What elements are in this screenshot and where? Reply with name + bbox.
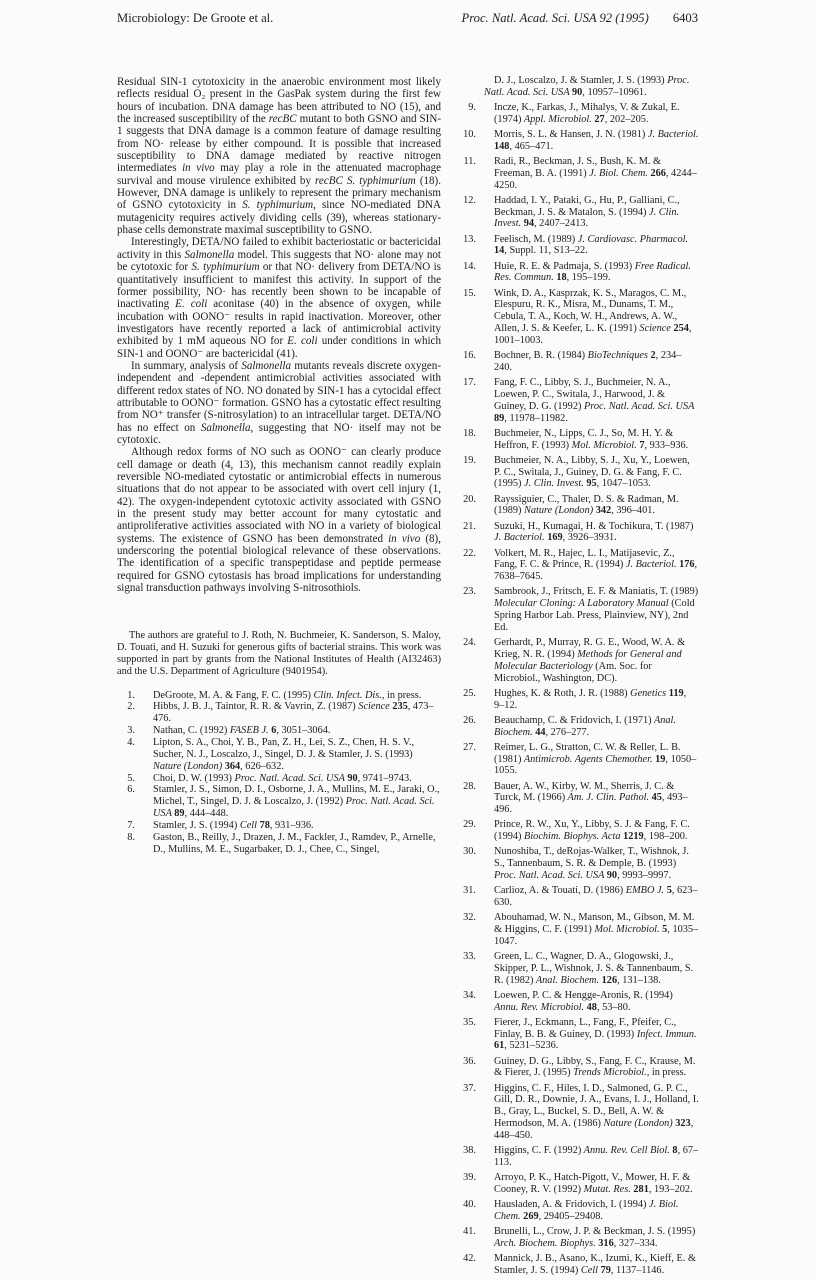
reference-number: 35.	[463, 1016, 476, 1028]
reference-journal: Science	[636, 323, 674, 335]
reference-pages: , 195–199.	[566, 272, 611, 284]
reference-number: 37.	[463, 1082, 476, 1094]
reference-volume: 90	[606, 870, 618, 881]
reference-authors: D. J., Loscalzo, J. & Stamler, J. S. (1993)	[494, 75, 665, 86]
reference-authors: Gaston, B., Reilly, J., Drazen, J. M., Fackler, J., Ramdev, P., Arnelle, D., Mullins, M. E., Sugarbaker, D. J., Chee, C., Singel,	[153, 831, 436, 855]
reference-journal: Appl. Microbiol.	[521, 113, 595, 125]
reference-authors: Prince, R. W., Xu, Y., Libby, S. J. & Fang, F. C. (1994)	[494, 819, 690, 843]
reference-number: 38.	[463, 1145, 476, 1157]
reference-authors: Fang, F. C., Libby, S. J., Buchmeier, N. A., Loewen, P. C., Switala, J., Harwood, J. & Guiney, D. G. (1992)	[494, 377, 671, 412]
reference-journal: Infect. Immun.	[634, 1028, 697, 1040]
acknowledgment: The authors are grateful to J. Roth, N. Buchmeier, K. Sanderson, S. Maloy, D. Touati, and H. Suzuki for generous gifts of bacterial strains. This work was supported in part by grants from the National Institutes of Health (AI32463) and the U.S. Department of Agriculture (9401954).	[117, 630, 441, 677]
reference-authors: Reimer, L. G., Stratton, C. W. & Reller, L. B. (1981)	[494, 741, 681, 765]
reference-item	[117, 737, 441, 773]
reference-pages: , 29405–29408.	[538, 1210, 603, 1222]
reference-pages: , 1137–1146.	[610, 1264, 665, 1276]
reference-item	[458, 1017, 699, 1053]
reference-number: 27.	[463, 741, 476, 753]
reference-number: 25.	[463, 687, 476, 699]
reference-pages: , 9–12.	[494, 687, 687, 711]
reference-pages: , 327–334.	[613, 1237, 658, 1249]
reference-pages: , 623–630.	[494, 885, 698, 908]
reference-volume: 61	[494, 1040, 505, 1052]
reference-journal: Am. J. Clin. Pathol.	[565, 792, 652, 804]
reference-volume: 79	[600, 1264, 611, 1276]
reference-pages: , 448–450.	[494, 1118, 694, 1141]
reference-journal: J. Clin. Invest.	[494, 206, 680, 230]
reference-authors: Mannick, J. B., Asano, K., Izumi, K., Kieff, E. & Stamler, J. S. (1994)	[494, 1253, 697, 1276]
reference-journal: Genetics	[627, 687, 669, 699]
reference-authors: Higgins, C. F., Hiles, I. D., Salmoned, G. P. C., Gill, D. R., Downie, J. A., Evans, I. J., Holland, I. B., Gray, L., Buckel, S. D., Bell, A. W. & Hermodson, M. A. (1986)	[494, 1082, 699, 1130]
reference-journal: EMBO J.	[623, 885, 667, 897]
reference-journal: J. Clin. Invest.	[521, 478, 587, 490]
reference-volume: 8	[672, 1145, 678, 1157]
reference-authors: Morris, S. L. & Hansen, J. N. (1981)	[494, 128, 646, 140]
reference-volume: 27	[594, 113, 605, 125]
reference-item	[458, 548, 699, 584]
reference-authors: Lipton, S. A., Choi, Y. B., Pan, Z. H., Lei, S. Z., Chen, H. S. V., Sucher, N. J., Loscalzo, J., Singel, D. J. & Stamler, J. S. (1993)	[153, 737, 415, 760]
reference-item	[117, 690, 441, 702]
reference-volume: 48	[586, 1001, 597, 1013]
reference-number: 34.	[463, 989, 476, 1001]
reference-authors: Fierer, J., Eckmann, L., Fang, F., Pfeifer, C., Finlay, B. B. & Guiney, D. (1993)	[494, 1016, 677, 1040]
reference-pages: , in press.	[646, 1067, 687, 1079]
reference-number: 15.	[463, 287, 476, 299]
reference-pages: , 198–200.	[643, 831, 688, 843]
reference-authors: Sambrook, J., Fritsch, E. F. & Maniatis, T. (1989)	[494, 586, 699, 598]
reference-volume: 5	[662, 923, 668, 935]
reference-item	[458, 846, 699, 882]
reference-authors: Stamler, J. S., Simon, D. I., Osborne, J. A., Mullins, M. E., Jaraki, O., Michel, T., Singel, D. J. & Loscalzo, J. (1992)	[153, 784, 440, 808]
reference-pages: , 202–205.	[604, 113, 649, 125]
reference-volume: 90	[572, 86, 583, 98]
reference-pages: , 3926–3931.	[562, 532, 617, 544]
reference-number: 8.	[127, 831, 135, 843]
reference-pages: , 396–401.	[611, 505, 655, 517]
reference-journal: Annu. Rev. Microbiol.	[494, 1001, 587, 1013]
reference-item	[117, 725, 441, 737]
reference-list-left	[117, 690, 441, 856]
reference-authors: Wink, D. A., Kasprzak, K. S., Maragos, C. M., Elespuru, R. K., Misra, M., Dunams, T. M., Cebula, T. A., Koch, W. H., Andrews, A. W., Allen, J. S. & Keefer, L. K. (1991)	[494, 287, 687, 335]
reference-authors: Hausladen, A. & Fridovich, I. (1994)	[494, 1199, 647, 1211]
reference-number: 4.	[127, 737, 135, 748]
reference-volume: 342	[595, 505, 612, 517]
reference-journal: J. Biol. Chem.	[586, 167, 651, 179]
reference-item	[458, 75, 699, 99]
reference-number: 6.	[127, 784, 135, 796]
reference-number: 14.	[463, 260, 476, 272]
reference-volume: 254	[673, 323, 689, 335]
reference-item	[458, 819, 699, 843]
reference-journal: Mutat. Res.	[581, 1183, 634, 1195]
reference-volume: 18	[556, 272, 567, 284]
reference-authors: Rayssiguier, C., Thaler, D. S. & Radman, M. (1989)	[494, 493, 679, 517]
reference-item	[458, 261, 699, 285]
reference-item	[458, 1226, 699, 1250]
body-paragraph-3: In summary, analysis of Salmonella mutants reveals discrete oxygen-independent and -dependent antimicrobial activities associated with different redox states of NO. NO donated by SIN-1 has a cytocidal effect attributable to OONO⁻ formation. GSNO has a cytostatic effect resulting from NO⁺ transfer (S-nitrosylation) to an intracellular target. DETA/NO has no effect on Salmonella, suggesting that NO· itself may not be cytotoxic.	[117, 359, 441, 446]
reference-journal: Arch. Biochem. Biophys.	[494, 1237, 599, 1249]
reference-journal: Mol. Microbiol.	[591, 923, 663, 935]
reference-pages: , 9741–9743.	[357, 772, 412, 784]
reference-pages: , 931–936.	[269, 819, 314, 831]
reference-number: 32.	[463, 912, 476, 924]
reference-pages: , 1050–1055.	[494, 753, 697, 777]
reference-authors: Gerhardt, P., Murray, R. G. E., Wood, W. A. & Krieg, N. R. (1994)	[494, 637, 686, 660]
reference-pages: , 1035–1047.	[494, 923, 699, 947]
reference-journal: Proc. Natl. Acad. Sci. USA	[484, 75, 690, 98]
reference-journal: Proc. Natl. Acad. Sci. USA	[581, 400, 695, 412]
reference-authors: Brunelli, L., Crow, J. P. & Beckman, J. S. (1995)	[494, 1226, 696, 1238]
reference-journal: J. Biol. Chem.	[494, 1199, 679, 1222]
reference-number: 1.	[127, 689, 135, 701]
reference-item	[458, 494, 699, 518]
header-section-title: Microbiology: De Groote et al.	[117, 11, 274, 25]
reference-item	[458, 350, 699, 374]
reference-number: 11.	[463, 155, 476, 167]
reference-journal: Trends Microbiol.	[570, 1067, 647, 1079]
reference-number: 9.	[468, 101, 476, 113]
reference-item	[458, 195, 699, 231]
reference-authors: Higgins, C. F. (1992)	[494, 1145, 582, 1157]
reference-number: 33.	[463, 950, 476, 962]
reference-authors: Buchmeier, N. A., Libby, S. J., Xu, Y., Loewen, P. C., Switala, J., Guiney, D. G. & Fang, F. C. (1995)	[494, 454, 690, 490]
reference-item	[117, 773, 441, 785]
reference-authors: Nathan, C. (1992)	[153, 725, 228, 737]
reference-journal: Annu. Rev. Cell Biol.	[581, 1145, 673, 1157]
reference-item	[458, 637, 699, 684]
reference-number: 20.	[463, 493, 476, 505]
reference-volume: 1219	[623, 831, 644, 843]
reference-item	[458, 102, 699, 126]
reference-authors: Suzuki, H., Kumagai, H. & Tochikura, T. (1987)	[494, 520, 694, 532]
page-number: 6403	[672, 11, 698, 25]
reference-journal: Mol. Microbiol.	[569, 439, 640, 451]
reference-number: 18.	[463, 427, 476, 439]
reference-pages: , 1001–1003.	[494, 323, 692, 346]
reference-number: 36.	[463, 1055, 476, 1067]
reference-pages: , 1047–1053.	[596, 478, 651, 490]
reference-volume: 176	[679, 559, 695, 571]
reference-authors: Haddad, I. Y., Pataki, G., Hu, P., Galliani, C., Beckman, J. S. & Matalon, S. (1994)	[494, 194, 680, 218]
reference-authors: Radi, R., Beckman, J. S., Bush, K. M. & Freeman, B. A. (1991)	[494, 155, 662, 179]
reference-item	[458, 742, 699, 778]
reference-pages: , 11978–11982.	[504, 412, 568, 424]
reference-volume: 14	[494, 245, 505, 257]
reference-volume: 95	[586, 478, 597, 490]
reference-authors: Feelisch, M. (1989)	[494, 233, 576, 245]
reference-pages: , 234–240.	[494, 350, 682, 373]
body-paragraph-2: Interestingly, DETA/NO failed to exhibit bacteriostatic or bactericidal activity in this Salmonella model. This suggests that NO· alone may not be cytotoxic for S. typhimurium or that NO· delivery from DETA/NO is quantitatively insufficient to manifest this activity. In support of the former possibility, NO· has recently been shown to be incapable of inactivating E. coli aconitase (40) in the absence of oxygen, while incubation with OONO⁻ results in rapid inactivation. Moreover, other investigators have recently reported a lack of antimicrobial activity exhibited by 1 mM aqueous NO for E. coli under conditions in which SIN-1 and OONO⁻ are bactericidal (41).	[117, 236, 442, 360]
reference-journal: Cell	[237, 819, 260, 831]
reference-pages: , 193–202.	[648, 1183, 693, 1195]
reference-journal: J. Cardiovasc. Pharmacol.	[575, 233, 689, 245]
reference-item	[458, 1056, 699, 1080]
reference-pages: (Cold Spring Harbor Lab. Press, Plainview, NY), 2nd Ed.	[494, 598, 695, 633]
reference-authors: Incze, K., Farkas, J., Mihalys, V. & Zukal, E. (1974)	[494, 101, 680, 125]
reference-authors: DeGroote, M. A. & Fang, F. C. (1995)	[153, 689, 311, 701]
reference-volume: 316	[598, 1237, 614, 1249]
reference-volume: 45	[651, 792, 662, 804]
reference-volume: 126	[601, 974, 618, 986]
reference-number: 31.	[463, 885, 476, 897]
reference-authors: Huie, R. E. & Padmaja, S. (1993)	[494, 260, 633, 272]
reference-pages: , 493–496.	[494, 792, 688, 816]
reference-pages: , 5231–5236.	[504, 1040, 559, 1052]
reference-volume: 2	[650, 350, 656, 362]
reference-item	[458, 951, 699, 987]
reference-pages: , 2407–2413.	[534, 218, 589, 230]
left-column	[117, 76, 441, 855]
reference-number: 21.	[463, 520, 476, 532]
reference-authors: Choi, D. W. (1993)	[153, 772, 232, 784]
reference-number: 29.	[463, 819, 476, 831]
reference-number: 23.	[463, 586, 476, 598]
reference-volume: 323	[675, 1118, 691, 1130]
reference-number: 22.	[463, 547, 476, 559]
body-paragraph-1: Residual SIN-1 cytotoxicity in the anaerobic environment most likely reflects residual O₂ present in the GasPak system during the first few hours of incubation. DNA damage has been attributed to NO (15), and the increased susceptibility of the recBC mutant to both GSNO and SIN-1 suggests that DNA damage is a common feature of damage resulting from NO· release by either compound. It is possible that increased susceptibility to DNA damage mediated by reactive nitrogen intermediates in vivo may play a role in the attenuated macrophage survival and mouse virulence exhibited by recBC S. typhimurium (18). However, DNA damage is unlikely to represent the primary mechanism of GSNO cytotoxicity in S. typhimurium, since NO-mediated DNA mutagenicity requires actively dividing cells (39), whereas stationary-phase cells demonstrate maximal susceptibility to GSNO.	[117, 76, 442, 237]
reference-pages: , 10957–10961.	[582, 86, 647, 98]
reference-volume: 44	[535, 726, 546, 738]
reference-authors: Stamler, J. S. (1994)	[153, 819, 238, 831]
reference-item	[458, 1083, 699, 1142]
reference-authors: Guiney, D. G., Libby, S., Fang, F. C., Krause, M. & Fierer, J. (1995)	[494, 1055, 696, 1079]
reference-volume: 269	[523, 1210, 539, 1222]
reference-pages: , 933–936.	[644, 439, 689, 451]
reference-number: 30.	[463, 846, 476, 858]
reference-item	[458, 377, 699, 424]
reference-journal: FASEB J.	[227, 725, 272, 737]
reference-number: 42.	[463, 1253, 476, 1265]
reference-journal: Methods for General and Molecular Bacteriology	[494, 648, 682, 672]
reference-item	[458, 715, 699, 739]
reference-pages: , 131–138.	[617, 974, 661, 986]
reference-journal: Free Radical. Res. Commun.	[494, 260, 691, 284]
reference-item	[458, 586, 699, 633]
reference-item	[117, 832, 441, 856]
reference-journal: Anal. Biochem.	[494, 714, 676, 738]
reference-authors: Green, L. C., Wagner, D. A., Glogowski, J., Skipper, P. L., Wishnok, J. S. & Tannenbaum, S. R. (1982)	[494, 950, 694, 986]
reference-number: 39.	[463, 1172, 476, 1184]
reference-item	[458, 1172, 699, 1196]
reference-journal: Clin. Infect. Dis.	[310, 689, 382, 701]
reference-pages: (Am. Soc. for Microbiol., Washington, DC).	[494, 660, 652, 684]
reference-number: 41.	[463, 1226, 476, 1238]
reference-item	[117, 784, 441, 820]
reference-authors: Buchmeier, N., Lipps, C. J., So, M. H. Y. & Heffron, F. (1993)	[494, 427, 674, 451]
reference-item	[458, 455, 699, 491]
reference-item	[458, 688, 699, 712]
reference-number: 19.	[463, 454, 476, 466]
reference-pages: , 7638–7645.	[494, 559, 698, 583]
reference-number: 24.	[463, 637, 476, 649]
reference-volume: 89	[494, 412, 505, 424]
reference-authors: Hughes, K. & Roth, J. R. (1988)	[494, 687, 628, 699]
reference-journal: Molecular Cloning: A Laboratory Manual	[494, 598, 669, 610]
reference-number: 7.	[127, 819, 135, 831]
reference-item	[458, 521, 699, 545]
reference-volume: 90	[347, 772, 358, 784]
reference-volume: 169	[547, 532, 563, 544]
reference-item	[458, 990, 699, 1014]
reference-item	[458, 885, 699, 909]
reference-volume: 19	[655, 753, 666, 765]
reference-item	[117, 820, 441, 832]
reference-journal: Proc. Natl. Acad. Sci. USA	[153, 796, 435, 820]
reference-item	[458, 912, 699, 948]
reference-list-right	[458, 75, 699, 1277]
reference-number: 13.	[463, 233, 476, 245]
reference-item	[458, 1199, 699, 1223]
reference-journal: Anal. Biochem.	[533, 974, 602, 986]
reference-volume: 89	[174, 808, 185, 820]
reference-pages: , 626–632.	[240, 760, 284, 772]
reference-volume: 94	[523, 218, 535, 230]
reference-volume: 6	[271, 725, 277, 737]
reference-authors: Bauer, A. W., Kirby, W. M., Sherris, J. C. & Turck, M. (1966)	[494, 780, 675, 804]
reference-journal: Nature (London)	[153, 760, 225, 772]
reference-item	[458, 1253, 699, 1277]
reference-journal: J. Bacteriol.	[623, 559, 680, 571]
reference-pages: , Suppl. 11, S13–22.	[504, 245, 588, 257]
reference-journal: Antimicrob. Agents Chemother.	[521, 753, 656, 765]
reference-number: 28.	[463, 780, 476, 792]
reference-authors: Volkert, M. R., Hajec, L. I., Matijasevic, Z., Fang, F. C. & Prince, R. (1994)	[494, 547, 675, 571]
reference-journal: Science	[355, 701, 393, 713]
reference-journal: BioTechniques	[585, 350, 651, 362]
reference-pages: , 444–448.	[184, 808, 229, 820]
reference-journal: Nature (London)	[600, 1118, 676, 1130]
reference-journal: J. Bacteriol.	[645, 128, 699, 140]
reference-number: 2.	[127, 701, 135, 713]
reference-volume: 281	[633, 1183, 649, 1195]
reference-number: 5.	[127, 772, 135, 784]
reference-number: 17.	[463, 377, 476, 389]
reference-pages: , 276–277.	[545, 726, 590, 738]
reference-number: 10.	[463, 128, 476, 140]
reference-item	[458, 234, 699, 258]
header-journal: Proc. Natl. Acad. Sci. USA 92 (1995)	[461, 11, 649, 25]
reference-number: 16.	[463, 350, 476, 362]
reference-journal: Biochim. Biophys. Acta	[521, 831, 624, 843]
reference-pages: , 67–113.	[494, 1145, 699, 1168]
reference-authors: Hibbs, J. B. J., Taintor, R. R. & Vavrin, Z. (1987)	[153, 701, 356, 713]
reference-journal: Proc. Natl. Acad. Sci. USA	[231, 772, 348, 784]
reference-pages: , 3051–3064.	[276, 725, 331, 737]
reference-volume: 119	[668, 687, 684, 699]
reference-item	[458, 288, 699, 347]
reference-journal: Cell	[578, 1264, 601, 1276]
reference-pages: , 9993–9997.	[617, 870, 672, 881]
reference-journal: Proc. Natl. Acad. Sci. USA	[494, 870, 607, 881]
reference-volume: 78	[259, 819, 270, 831]
reference-authors: Bochner, B. R. (1984)	[494, 350, 586, 362]
reference-authors: Beauchamp, C. & Fridovich, I. (1971)	[494, 714, 652, 726]
reference-journal: Nature (London)	[521, 505, 596, 517]
reference-journal: J. Bacteriol.	[494, 532, 548, 544]
reference-pages: , in press.	[381, 689, 422, 701]
reference-item	[458, 428, 699, 452]
reference-authors: Nunoshiba, T., deRojas-Walker, T., Wishnok, J. S., Tannenbaum, S. R. & Demple, B. (1993)	[494, 846, 690, 870]
reference-pages: , 4244–4250.	[494, 167, 697, 191]
reference-volume: 235	[392, 701, 408, 713]
reference-item	[458, 156, 699, 192]
body-paragraph-4: Although redox forms of NO such as OONO⁻ can clearly produce cell damage or death (4, 13), this mechanism cannot readily explain reversible NO-mediated cytostatic or antimicrobial effects in numerous situations that do not appear to be associated with overt cell injury (1, 42). The oxygen-independent cytotoxic activity associated with GSNO in the present study may better account for many cytostatic and antiproliferative activities associated with NO in a variety of biological systems. The existence of GSNO has been demonstrated in vivo (8), underscoring the potential biological relevance of these observations. The identification of a specific transpeptidase and peptide permease required for GSNO cytostasis has broad implications for understanding signal transduction pathways involving S-nitrosothiols.	[117, 446, 441, 595]
reference-item	[458, 1145, 699, 1169]
reference-item	[458, 129, 699, 153]
reference-item	[458, 781, 699, 817]
reference-pages: , 473–476.	[153, 701, 434, 725]
reference-volume: 7	[639, 439, 645, 451]
reference-authors: Arroyo, P. K., Hatch-Pigott, V., Mower, H. F. & Cooney, R. V. (1992)	[494, 1172, 691, 1195]
reference-pages: , 53–80.	[596, 1001, 631, 1013]
reference-number: 3.	[127, 725, 135, 737]
reference-number: 12.	[463, 194, 476, 206]
reference-volume: 364	[224, 760, 241, 772]
reference-authors: Loewen, P. C. & Hengge-Aronis, R. (1994)	[494, 989, 673, 1001]
reference-pages: , 465–471.	[509, 140, 554, 152]
reference-number: 26.	[463, 714, 476, 726]
reference-authors: Abouhamad, W. N., Manson, M., Gibson, M. M. & Higgins, C. F. (1991)	[494, 912, 695, 935]
right-column	[458, 9, 699, 1280]
reference-volume: 5	[666, 885, 672, 897]
reference-item	[117, 701, 441, 725]
reference-authors: Carlioz, A. & Touati, D. (1986)	[494, 885, 624, 897]
reference-number: 40.	[463, 1199, 476, 1211]
reference-volume: 266	[650, 167, 666, 179]
reference-volume: 148	[494, 140, 510, 152]
